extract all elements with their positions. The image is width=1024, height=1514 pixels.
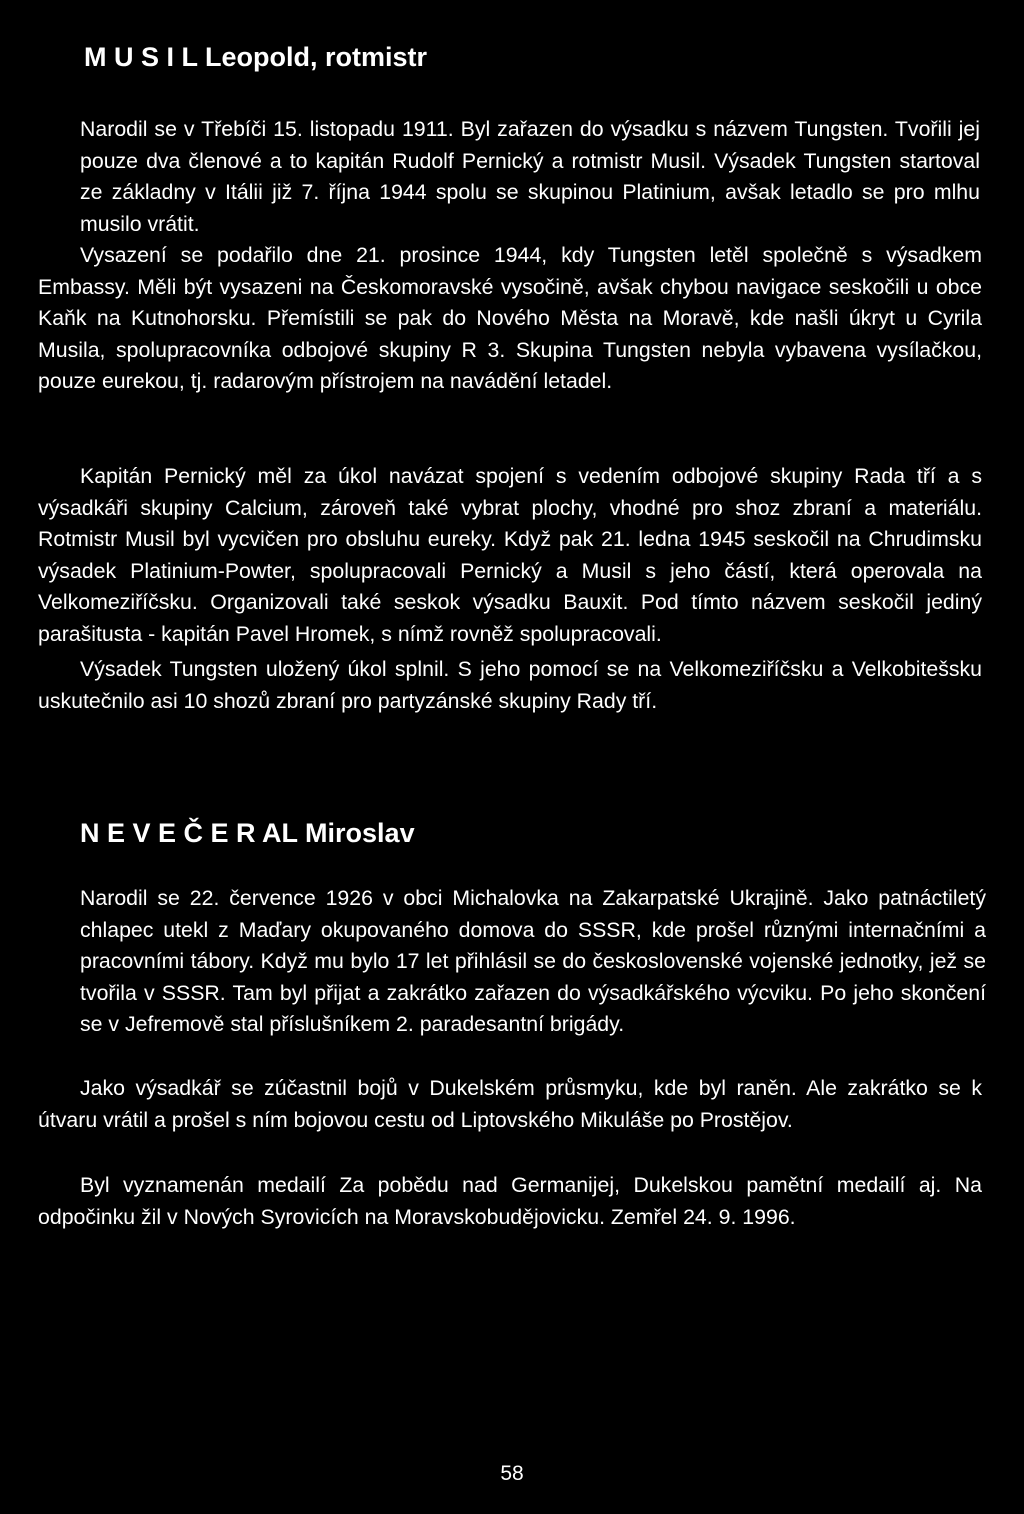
- section-heading: M U S I L Leopold, rotmistr: [84, 42, 428, 72]
- paragraph: Byl vyznamenán medailí Za pobědu nad Germanijej, Dukelskou pamětní medailí aj. Na odpočinku žil v Nových Syrovicích na Moravskobudějovicku. Zemřel 24. 9. 1996.: [38, 1173, 982, 1229]
- paragraph: Kapitán Pernický měl za úkol navázat spojení s vedením odbojové skupiny Rada tří a s výsadkáři skupiny Calcium, zároveň také vybrat plochy, vhodné pro shoz zbraní a materiálu. Rotmistr Musil byl vycvičen pro obsluhu eureky. Když pak 21. ledna 1945 seskočil na Chrudimsku výsadek Platinium-Powter, spolupracovali Pernický a Musil s jeho částí, která operovala na Velkomeziříčsku. Organizovali také seskok výsadku Bauxit. Pod tímto názvem seskočil jediný parašitusta - kapitán Pavel Hromek, s nímž rovněž spolupracovali.: [38, 464, 982, 646]
- page-number: 58: [500, 1462, 524, 1485]
- paragraph: Výsadek Tungsten uložený úkol splnil. S jeho pomocí se na Velkomeziříčsku a Velkobitešsku uskutečnilo asi 10 shozů zbraní pro partyzánské skupiny Rady tří.: [38, 657, 982, 713]
- paragraph: Narodil se 22. července 1926 v obci Michalovka na Zakarpatské Ukrajině. Jako patnáctiletý chlapec utekl z Maďary okupovaného domova do SSSR, kde prošel různými internačními a pracovními tábory. Když mu bylo 17 let přihlásil se do československé vojenské jednotky, jež se tvořila v SSSR. Tam byl přijat a zakrátko zařazen do výsadkářského výcviku. Po jeho skončení se v Jefremově stal příslušníkem 2. paradesantní brigády.: [80, 886, 986, 1036]
- section-heading: N E V E Č E R AL Miroslav: [80, 818, 415, 848]
- paragraph: Narodil se v Třebíči 15. listopadu 1911. Byl zařazen do výsadku s názvem Tungsten. Tvořili jej pouze dva členové a to kapitán Rudolf Pernický a rotmistr Musil. Výsadek Tungsten startoval ze základny v Itálii již 7. října 1944 spolu se skupinou Platinium, avšak letadlo se pro mlhu musilo vrátit.: [80, 117, 980, 236]
- paragraph: Jako výsadkář se zúčastnil bojů v Dukelském průsmyku, kde byl raněn. Ale zakrátko se k útvaru vrátil a prošel s ním bojovou cestu od Liptovského Mikuláše po Prostějov.: [38, 1076, 982, 1132]
- paragraph: Vysazení se podařilo dne 21. prosince 1944, kdy Tungsten letěl společně s výsadkem Embassy. Měli být vysazeni na Českomoravské vysočině, avšak chybou navigace seskočili u obce Kaňk na Kutnohorsku. Přemístili se pak do Nového Města na Moravě, kde našli úkryt u Cyrila Musila, spolupracovníka odbojové skupiny R 3. Skupina Tungsten nebyla vybavena vysílačkou, pouze eurekou, tj. radarovým přístrojem na navádění letadel.: [38, 243, 982, 393]
